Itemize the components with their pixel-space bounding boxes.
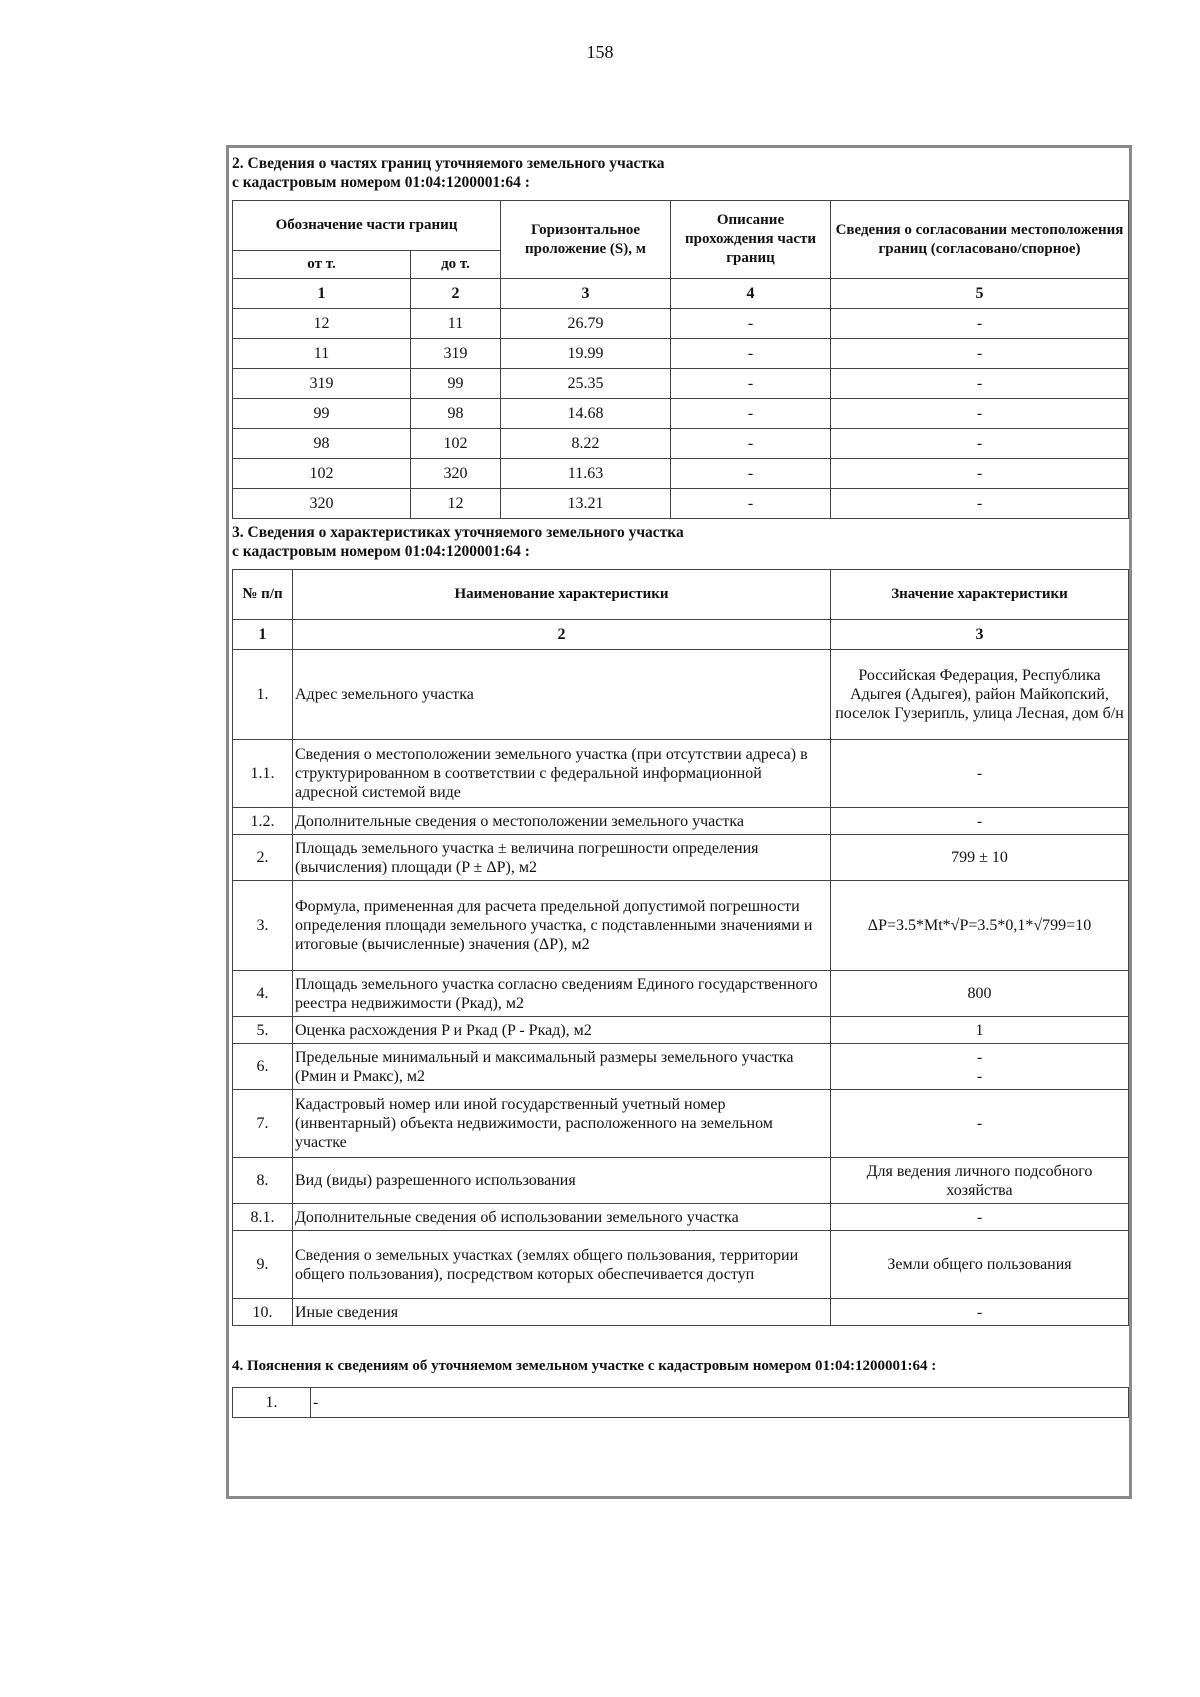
boundary-parts-table [232, 200, 1129, 519]
approval-cell: - [831, 309, 1129, 339]
characteristic-name: Формула, примененная для расчета предельной допустимой погрешности определения площади земельного участка, с подставленными значениями и итоговые (вычисленные) значения (ΔP), м2 [293, 881, 831, 971]
column-number: 1 [233, 620, 293, 650]
table-row [233, 650, 1129, 740]
item-number: 3. [233, 881, 293, 971]
table-row [233, 309, 1129, 339]
table-row [233, 1388, 1129, 1418]
table-row [233, 399, 1129, 429]
from-point-cell: 319 [233, 369, 411, 399]
table-row [233, 429, 1129, 459]
table-row [233, 459, 1129, 489]
characteristic-name: Дополнительные сведения об использовании земельного участка [293, 1204, 831, 1231]
table-row [233, 740, 1129, 808]
to-point-cell: 320 [411, 459, 501, 489]
from-point-cell: 99 [233, 399, 411, 429]
distance-cell: 19.99 [501, 339, 671, 369]
item-number: 9. [233, 1231, 293, 1299]
to-point-cell: 12 [411, 489, 501, 519]
characteristics-table [232, 569, 1129, 1326]
to-point-cell: 11 [411, 309, 501, 339]
item-number: 1.1. [233, 740, 293, 808]
to-point-cell: 102 [411, 429, 501, 459]
header-item-number: № п/п [233, 570, 293, 620]
table-row [233, 1044, 1129, 1090]
characteristic-name: Площадь земельного участка ± величина погрешности определения (вычисления) площади (P ± ΔP), м2 [293, 835, 831, 881]
table-row [233, 808, 1129, 835]
section3-title-line1: 3. Сведения о характеристиках уточняемого земельного участка [232, 524, 684, 541]
characteristic-name: Оценка расхождения P и Pкад (P - Pкад), м2 [293, 1017, 831, 1044]
header-characteristic-name: Наименование характеристики [293, 570, 831, 620]
item-number: 1. [233, 1388, 311, 1418]
item-number: 7. [233, 1090, 293, 1158]
approval-cell: - [831, 339, 1129, 369]
header-row [233, 201, 1129, 251]
item-number: 8.1. [233, 1204, 293, 1231]
characteristic-value: - [831, 1090, 1129, 1158]
item-number: 2. [233, 835, 293, 881]
from-point-cell: 11 [233, 339, 411, 369]
column-number: 5 [831, 279, 1129, 309]
from-point-cell: 12 [233, 309, 411, 339]
characteristic-value: - [831, 1204, 1129, 1231]
item-number: 8. [233, 1158, 293, 1204]
approval-cell: - [831, 369, 1129, 399]
column-number: 4 [671, 279, 831, 309]
characteristic-name: Дополнительные сведения о местоположении земельного участка [293, 808, 831, 835]
header-row [233, 570, 1129, 620]
explanations-table [232, 1387, 1129, 1418]
section4-title: 4. Пояснения к сведениям об уточняемом земельном участке с кадастровым номером 01:04:1200001:64 : [232, 1358, 937, 1374]
header-approval-info: Сведения о согласовании местоположения границ (согласовано/спорное) [831, 201, 1129, 279]
description-cell: - [671, 399, 831, 429]
table-row [233, 1299, 1129, 1326]
from-point-cell: 102 [233, 459, 411, 489]
characteristic-value: Российская Федерация, Республика Адыгея (Адыгея), район Майкопский, поселок Гузерипль, улица Лесная, дом б/н [831, 650, 1129, 740]
description-cell: - [671, 309, 831, 339]
header-characteristic-value: Значение характеристики [831, 570, 1129, 620]
section3-title-line2: с кадастровым номером 01:04:1200001:64 : [232, 543, 530, 560]
characteristic-value: - [831, 1299, 1129, 1326]
description-cell: - [671, 459, 831, 489]
table-row [233, 489, 1129, 519]
distance-cell: 13.21 [501, 489, 671, 519]
characteristic-value: 799 ± 10 [831, 835, 1129, 881]
characteristic-value: Земли общего пользования [831, 1231, 1129, 1299]
description-cell: - [671, 369, 831, 399]
column-number: 3 [831, 620, 1129, 650]
characteristic-value: 800 [831, 971, 1129, 1017]
item-number: 4. [233, 971, 293, 1017]
description-cell: - [671, 489, 831, 519]
item-number: 6. [233, 1044, 293, 1090]
characteristic-name: Вид (виды) разрешенного использования [293, 1158, 831, 1204]
characteristic-name: Площадь земельного участка согласно сведениям Единого государственного реестра недвижимости (Pкад), м2 [293, 971, 831, 1017]
column-number-row [233, 279, 1129, 309]
characteristic-value: - [831, 740, 1129, 808]
table-row [233, 369, 1129, 399]
to-point-cell: 99 [411, 369, 501, 399]
header-boundary-designation: Обозначение части границ [233, 201, 501, 251]
header-to-point: до т. [411, 251, 501, 279]
distance-cell: 25.35 [501, 369, 671, 399]
characteristic-name: Предельные минимальный и максимальный размеры земельного участка (Pмин и Pмакс), м2 [293, 1044, 831, 1090]
min-size-value: - [976, 1048, 983, 1066]
header-from-point: от т. [233, 251, 411, 279]
section2-title [232, 154, 664, 192]
table-row [233, 1231, 1129, 1299]
column-number: 2 [411, 279, 501, 309]
characteristic-value: - [831, 808, 1129, 835]
header-boundary-description: Описание прохождения части границ [671, 201, 831, 279]
column-number: 2 [293, 620, 831, 650]
item-number: 1.2. [233, 808, 293, 835]
distance-cell: 11.63 [501, 459, 671, 489]
table-row [233, 835, 1129, 881]
characteristic-value: 1 [831, 1017, 1129, 1044]
characteristic-value: Для ведения личного подсобного хозяйства [831, 1158, 1129, 1204]
characteristic-name: Кадастровый номер или иной государственный учетный номер (инвентарный) объекта недвижимости, расположенного на земельном участке [293, 1090, 831, 1158]
item-number: 1. [233, 650, 293, 740]
approval-cell: - [831, 489, 1129, 519]
table-row [233, 971, 1129, 1017]
column-number: 1 [233, 279, 411, 309]
column-number: 3 [501, 279, 671, 309]
page-number: 158 [586, 42, 614, 62]
to-point-cell: 98 [411, 399, 501, 429]
characteristic-value: ΔP=3.5*Mt*√P=3.5*0,1*√799=10 [831, 881, 1129, 971]
description-cell: - [671, 429, 831, 459]
approval-cell: - [831, 399, 1129, 429]
from-point-cell: 98 [233, 429, 411, 459]
description-cell: - [671, 339, 831, 369]
to-point-cell: 319 [411, 339, 501, 369]
item-number: 5. [233, 1017, 293, 1044]
from-point-cell: 320 [233, 489, 411, 519]
characteristic-value [831, 1044, 1129, 1090]
table-row [233, 1158, 1129, 1204]
explanation-text: - [311, 1388, 1129, 1418]
section2-title-line2: с кадастровым номером 01:04:1200001:64 : [232, 174, 530, 191]
max-size-value: - [976, 1067, 983, 1085]
header-horizontal-distance: Горизонтальное проложение (S), м [501, 201, 671, 279]
characteristic-name: Адрес земельного участка [293, 650, 831, 740]
blank-area [232, 1417, 1127, 1495]
approval-cell: - [831, 459, 1129, 489]
distance-cell: 8.22 [501, 429, 671, 459]
column-number-row [233, 620, 1129, 650]
characteristic-name: Сведения о местоположении земельного участка (при отсутствии адреса) в структурированном в соответствии с федеральной информационной адресной системой виде [293, 740, 831, 808]
distance-cell: 14.68 [501, 399, 671, 429]
section2-title-line1: 2. Сведения о частях границ уточняемого земельного участка [232, 155, 665, 172]
approval-cell: - [831, 429, 1129, 459]
section3-title [232, 523, 684, 561]
item-number: 10. [233, 1299, 293, 1326]
characteristic-name: Иные сведения [293, 1299, 831, 1326]
table-row [233, 1204, 1129, 1231]
characteristic-name: Сведения о земельных участках (землях общего пользования, территории общего пользования), посредством которых обеспечивается доступ [293, 1231, 831, 1299]
distance-cell: 26.79 [501, 309, 671, 339]
table-row [233, 881, 1129, 971]
table-row [233, 1017, 1129, 1044]
table-row [233, 1090, 1129, 1158]
document-frame [226, 145, 1132, 1499]
table-row [233, 339, 1129, 369]
